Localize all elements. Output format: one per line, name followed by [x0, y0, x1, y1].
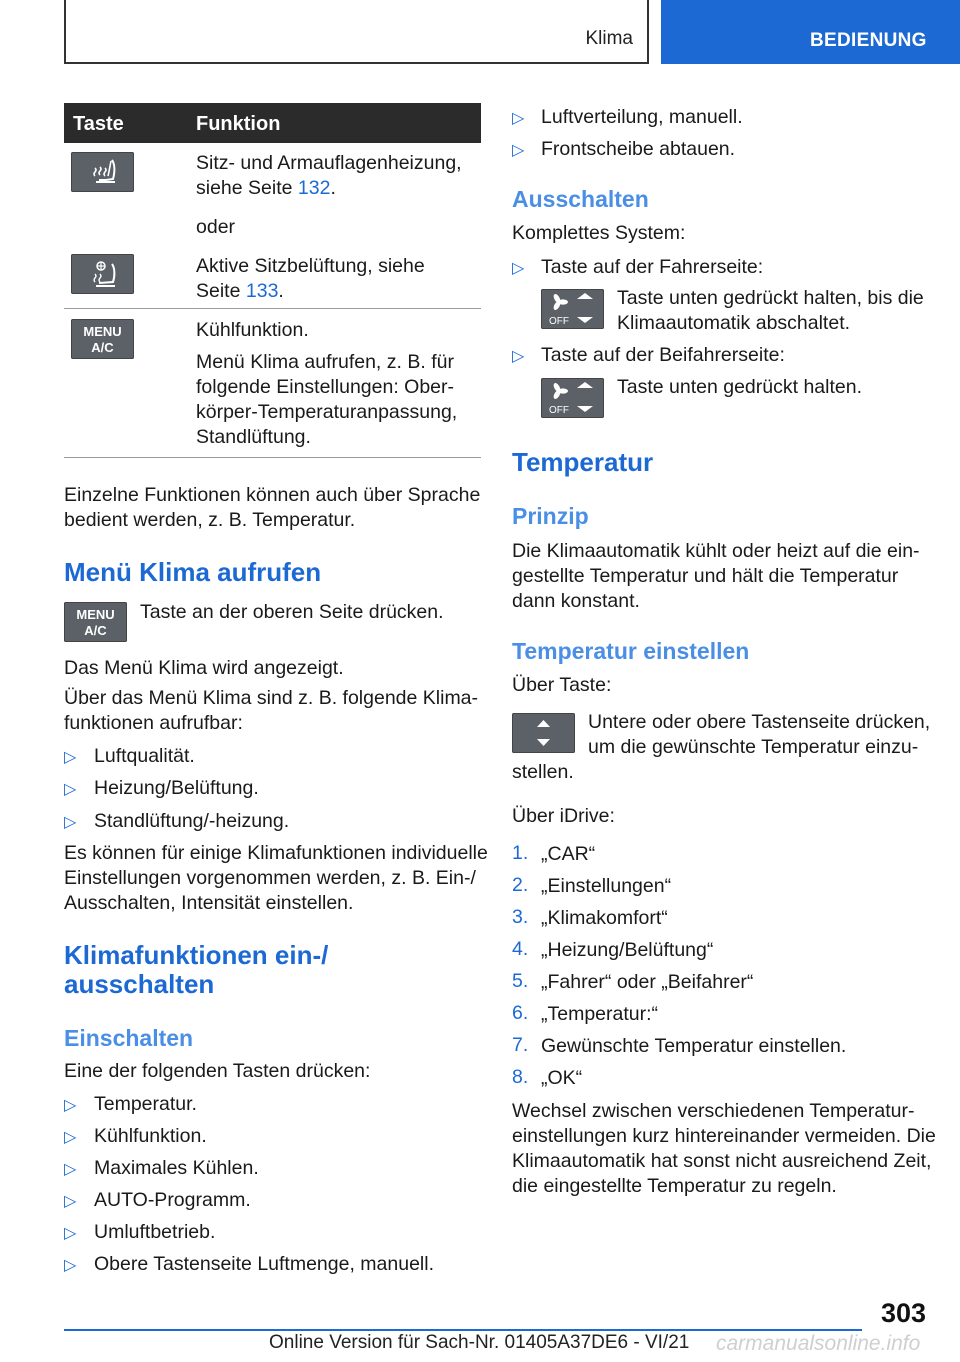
heading-temperatur: Temperatur: [512, 447, 654, 477]
footer-online-version: Online Version für Sach-Nr. 01405A37DE6 - VI/21: [269, 1332, 690, 1353]
principle-line-2: gestellte Temperatur und hält die Temperatur: [512, 565, 899, 587]
step-number-7: 7.: [512, 1034, 529, 1056]
set-key-desc-1: Untere oder obere Tastenseite drücken,: [588, 711, 931, 733]
svg-text:MENU: MENU: [83, 324, 122, 339]
seat-heating-key-icon: [71, 152, 134, 192]
step-text-2: „Einstellungen“: [541, 875, 672, 897]
menu-item-3: Standlüftung/-heizung.: [94, 810, 290, 832]
step-number-5: 5.: [512, 970, 529, 992]
on-item-4: AUTO-Programm.: [94, 1189, 251, 1211]
chapter-tab[interactable]: [661, 0, 960, 64]
on-item-7: Luftverteilung, manuell.: [541, 106, 743, 128]
step-text-1: „CAR“: [541, 843, 596, 865]
on-item-2: Kühlfunktion.: [94, 1125, 207, 1147]
bullet-icon: ▷: [512, 348, 525, 365]
warning-line-2: einstellungen kurz hintereinander vermeiden. Die: [512, 1125, 936, 1147]
bullet-icon: ▷: [64, 1161, 77, 1178]
table-header: [64, 103, 481, 143]
step-number-2: 2.: [512, 874, 529, 896]
on-item-8: Frontscheibe abtauen.: [541, 138, 736, 160]
principle-line-3: dann konstant.: [512, 590, 640, 612]
bullet-icon: ▷: [64, 749, 77, 766]
off-intro: Komplettes System:: [512, 222, 686, 244]
bullet-icon: ▷: [64, 1193, 77, 1210]
heading-temperatur-einstellen: Temperatur einstellen: [512, 638, 750, 664]
row1-text-line2: siehe Seite 132.: [196, 177, 336, 199]
row2-text-line2: Seite 133.: [196, 280, 284, 302]
fan-off-key-icon: [541, 289, 604, 329]
off-passenger: Taste auf der Beifahrerseite:: [541, 344, 785, 366]
step-text-4: „Heizung/Belüftung“: [541, 939, 714, 961]
intro-line1: Einzelne Funktionen können auch über Sprache: [64, 484, 481, 506]
off-driver-desc-1: Taste unten gedrückt halten, bis die: [617, 287, 924, 309]
footer-rule: [64, 1329, 862, 1331]
page-number: 303: [881, 1298, 927, 1328]
step-number-4: 4.: [512, 938, 529, 960]
menu-shown-text: Das Menü Klima wird angezeigt.: [64, 657, 344, 679]
bullet-icon: ▷: [512, 260, 525, 277]
menu-list-intro-2: funktionen aufrufbar:: [64, 712, 243, 734]
warning-line-1: Wechsel zwischen verschiedenen Temperatur-: [512, 1100, 915, 1122]
table-bottom-rule: [64, 457, 481, 458]
set-via-idrive: Über iDrive:: [512, 805, 615, 827]
bullet-icon: ▷: [64, 1257, 77, 1274]
off-driver: Taste auf der Fahrerseite:: [541, 256, 764, 278]
svg-text:A/C: A/C: [91, 340, 114, 355]
row1-text-line1: Sitz- und Armauflagenheizung,: [196, 152, 462, 174]
bullet-icon: ▷: [64, 1097, 77, 1114]
page-link-133[interactable]: 133: [245, 280, 279, 302]
svg-text:A/C: A/C: [84, 623, 107, 638]
on-item-3: Maximales Kühlen.: [94, 1157, 259, 1179]
menu-note-3: Ausschalten, Intensität einstellen.: [64, 892, 354, 914]
bullet-icon: ▷: [64, 1129, 77, 1146]
on-item-1: Temperatur.: [94, 1093, 197, 1115]
step-number-6: 6.: [512, 1002, 529, 1024]
menu-note-2: Einstellungen vorgenommen werden, z. B. Ein-/: [64, 867, 476, 889]
watermark: carmanualsonline.info: [716, 1332, 921, 1355]
row3-text-line2: folgende Einstellungen: Ober-: [196, 376, 455, 398]
intro-line2: bedient werden, z. B. Temperatur.: [64, 509, 356, 531]
set-via-key: Über Taste:: [512, 674, 612, 696]
seat-ventilation-key-icon: [71, 254, 134, 294]
row3-text-line3: körper-Temperaturanpassung,: [196, 401, 458, 423]
chapter-tab-label: BEDIENUNG: [810, 30, 927, 51]
menu-ac-key-icon-2: [64, 602, 127, 642]
table-row-divider: [64, 308, 481, 309]
step-text-5: „Fahrer“ oder „Beifahrer“: [541, 971, 754, 993]
step-text-3: „Klimakomfort“: [541, 907, 668, 929]
bullet-icon: ▷: [512, 110, 525, 127]
menu-note-1: Es können für einige Klimafunktionen individuelle: [64, 842, 488, 864]
set-key-desc-2: um die gewünschte Temperatur einzu-: [588, 736, 919, 758]
svg-text:MENU: MENU: [76, 607, 115, 622]
step-number-1: 1.: [512, 842, 529, 864]
row3-text-line4: Standlüftung.: [196, 426, 311, 448]
on-item-6: Obere Tastenseite Luftmenge, manuell.: [94, 1253, 435, 1275]
bullet-icon: ▷: [512, 142, 525, 159]
heading-prinzip: Prinzip: [512, 503, 589, 529]
warning-line-4: die eingestellte Temperatur zu regeln.: [512, 1175, 837, 1197]
row2-text-line1: Aktive Sitzbelüftung, siehe: [196, 255, 425, 277]
heading-klimafunktionen-2: ausschalten: [64, 969, 215, 999]
menu-list-intro-1: Über das Menü Klima sind z. B. folgende Klima-: [64, 687, 479, 709]
menu-item-1: Luftqualität.: [94, 745, 195, 767]
table-col-funktion: Funktion: [196, 113, 281, 135]
on-intro: Eine der folgenden Tasten drücken:: [64, 1060, 371, 1082]
row3-text-title: Kühlfunktion.: [196, 319, 309, 341]
row1-oder: oder: [196, 216, 236, 238]
menu-ac-key-icon: [71, 319, 134, 359]
svg-text:OFF: OFF: [549, 316, 569, 327]
heading-menu-klima: Menü Klima aufrufen: [64, 557, 322, 587]
heading-einschalten: Einschalten: [64, 1025, 194, 1051]
bullet-icon: ▷: [64, 814, 77, 831]
step-text-7: Gewünschte Temperatur einstellen.: [541, 1035, 847, 1057]
on-item-5: Umluftbetrieb.: [94, 1221, 216, 1243]
step-number-3: 3.: [512, 906, 529, 928]
menu-item-2: Heizung/Belüftung.: [94, 777, 259, 799]
section-title: Klima: [585, 28, 633, 49]
step-number-8: 8.: [512, 1066, 529, 1088]
bullet-icon: ▷: [64, 1225, 77, 1242]
svg-text:OFF: OFF: [549, 405, 569, 416]
fan-off-key-icon-2: [541, 378, 604, 418]
step-text-6: „Temperatur:“: [541, 1003, 659, 1025]
heading-ausschalten: Ausschalten: [512, 186, 649, 212]
table-col-taste: Taste: [73, 113, 124, 135]
heading-klimafunktionen-1: Klimafunktionen ein-/: [64, 940, 329, 970]
off-passenger-desc: Taste unten gedrückt halten.: [617, 376, 862, 398]
set-key-desc-3: stellen.: [512, 761, 574, 783]
row3-text-line1: Menü Klima aufrufen, z. B. für: [196, 351, 454, 373]
warning-line-3: Klimaautomatik hat sonst nicht ausreichend Zeit,: [512, 1150, 932, 1172]
menu-press-text: Taste an der oberen Seite drücken.: [140, 601, 444, 623]
principle-line-1: Die Klimaautomatik kühlt oder heizt auf die ein-: [512, 540, 920, 562]
step-text-8: „OK“: [541, 1067, 583, 1089]
temperature-up-down-key-icon: [512, 713, 575, 753]
bullet-icon: ▷: [64, 781, 77, 798]
off-driver-desc-2: Klimaautomatik abschaltet.: [617, 312, 851, 334]
page-link-132[interactable]: 132: [297, 177, 331, 199]
header-box: [64, 0, 649, 64]
